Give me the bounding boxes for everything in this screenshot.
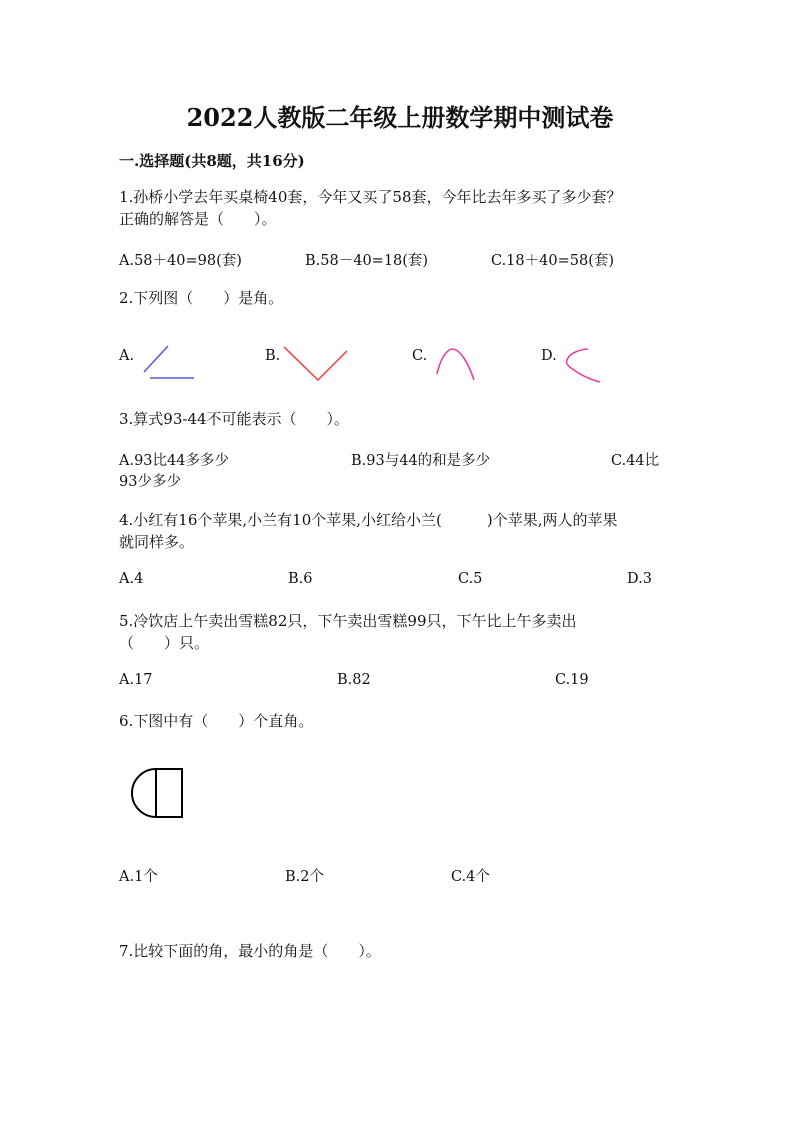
option-a[interactable]: A.93比44多多少 [119, 453, 229, 469]
option-a[interactable]: A.17 [119, 672, 153, 688]
option-a[interactable]: A.4 [119, 571, 144, 587]
option-b[interactable]: B.82 [337, 672, 371, 688]
angle-shape [284, 347, 347, 380]
question-text: 6.下图中有（ ）个直角。 [119, 712, 314, 730]
option-b[interactable]: B.93与44的和是多少 [351, 453, 491, 469]
right-angle-figure [124, 767, 186, 821]
question-text-cont: 就同样多。 [119, 533, 195, 551]
option-d[interactable]: D.3 [627, 571, 652, 587]
option-d-figure [563, 346, 605, 384]
option-c[interactable]: C.4个 [451, 869, 490, 885]
question-text: 7.比较下面的角，最小的角是（ ）。 [119, 942, 381, 960]
option-b[interactable]: B. [265, 348, 281, 364]
option-b[interactable]: B.2个 [285, 869, 324, 885]
section-heading: 一.选择题(共8题，共16分) [119, 152, 305, 170]
question-text: 3.算式93-44不可能表示（ ）。 [119, 410, 350, 428]
semicircle-shape [132, 769, 156, 817]
option-b[interactable]: B.6 [288, 571, 313, 587]
option-c-cont: 93少多少 [119, 474, 181, 490]
question-text-cont: 正确的解答是（ ）。 [119, 210, 277, 228]
option-c[interactable]: C.18＋40=58(套) [491, 253, 615, 269]
option-c[interactable]: C.5 [458, 571, 483, 587]
curved-shape [567, 349, 600, 382]
option-b-figure [283, 344, 349, 384]
option-c[interactable]: C.44比 [611, 453, 660, 469]
option-c[interactable]: C.19 [555, 672, 589, 688]
question-text: 2.下列图（ ）是角。 [119, 289, 284, 307]
question-text-cont: （ ）只。 [119, 634, 210, 652]
option-d[interactable]: D. [541, 348, 557, 364]
ray-line [144, 346, 168, 372]
option-a[interactable]: A.58＋40=98(套) [119, 253, 242, 269]
question-text: 5.冷饮店上午卖出雪糕82只，下午卖出雪糕99只，下午比上午多卖出 [119, 612, 577, 630]
page-title: 2022人教版二年级上册数学期中测试卷 [186, 103, 614, 132]
option-b[interactable]: B.58－40=18(套) [305, 253, 429, 269]
option-a-figure [140, 342, 196, 382]
rectangle-shape [156, 769, 182, 817]
option-a[interactable]: A. [119, 348, 135, 364]
question-text: 4.小红有16个苹果,小兰有10个苹果,小红给小兰( )个苹果,两人的苹果 [119, 511, 618, 529]
curved-shape [437, 349, 474, 380]
option-a[interactable]: A.1个 [119, 869, 158, 885]
option-c[interactable]: C. [412, 348, 428, 364]
option-c-figure [434, 346, 478, 384]
question-text: 1.孙桥小学去年买桌椅40套，今年又买了58套，今年比去年多买了多少套？ [119, 188, 622, 206]
